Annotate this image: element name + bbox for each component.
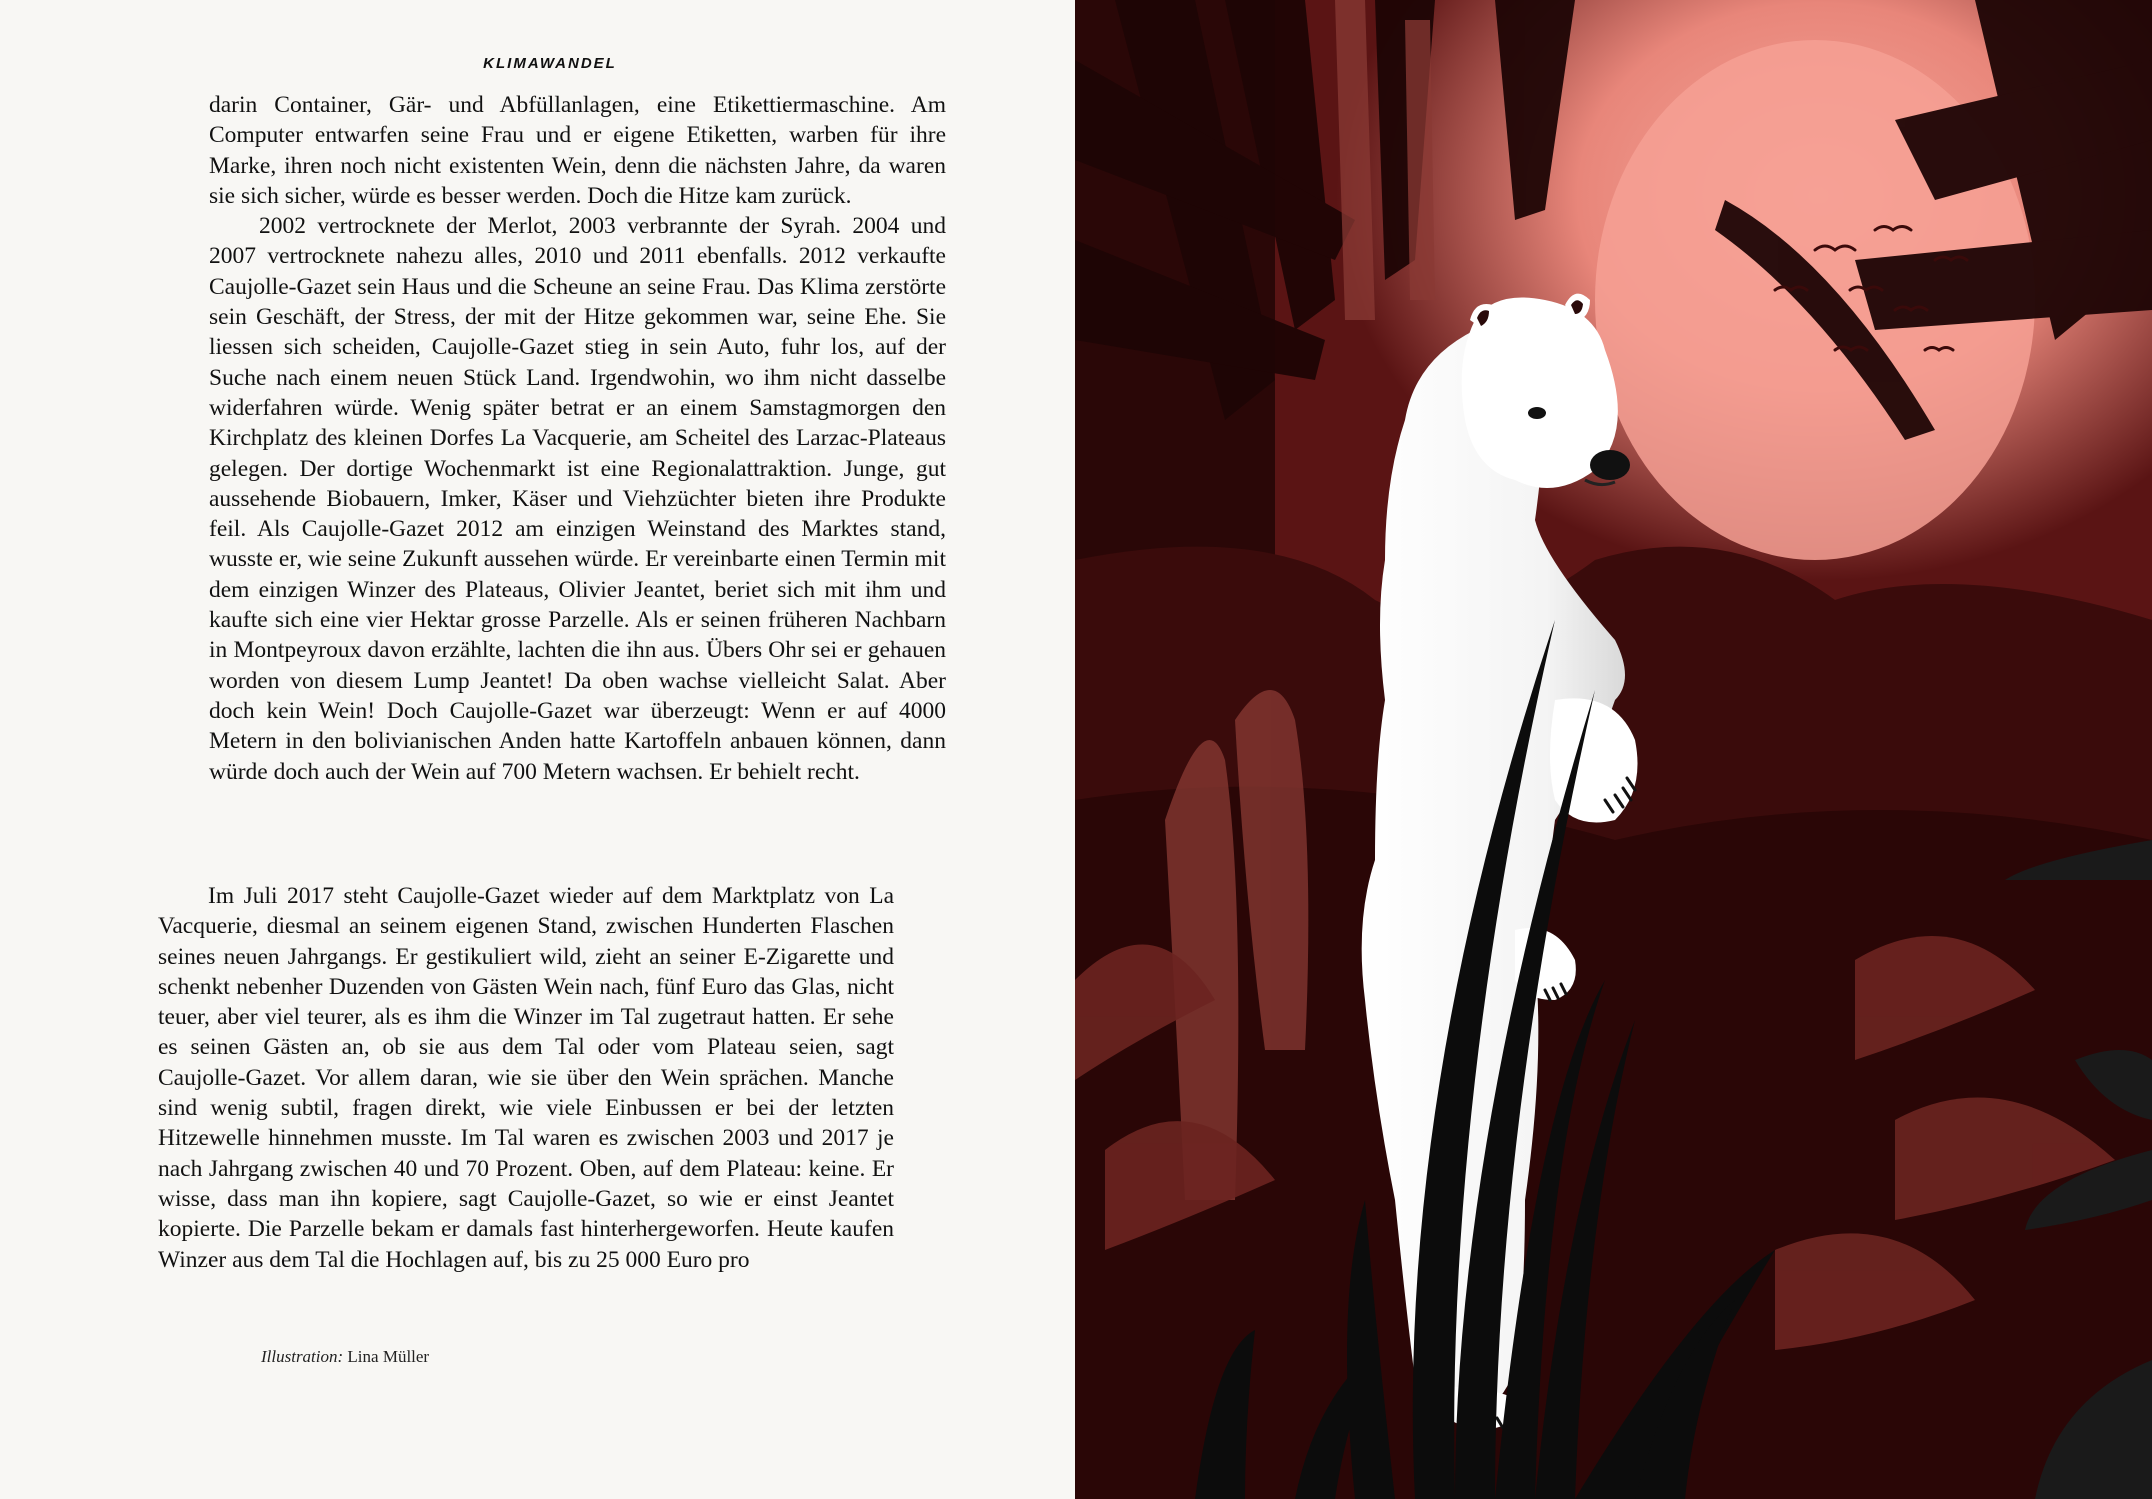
running-head: KLIMAWANDEL xyxy=(483,55,617,72)
text-column-upper xyxy=(209,90,946,787)
illustration-credit xyxy=(261,1347,429,1367)
paragraph-2: 2002 vertrocknete der Merlot, 2003 verbrannte der Syrah. 2004 und 2007 vertrocknete nahezu alles, 2010 und 2011 ebenfalls. 2012 verkaufte Caujolle-Gazet sein Haus und die Scheune an seine Frau. Das Klima zerstörte sein Geschäft, der Stress, der mit der Hitze gekommen war, seine Ehe. Sie liessen sich scheiden, Caujolle-Gazet stieg in sein Auto, fuhr los, auf der Suche nach einem neuen Stück Land. Irgendwohin, wo ihm nicht dasselbe widerfahren würde. Wenig später betrat er an einem Samstagmorgen den Kirchplatz des kleinen Dorfes La Vacquerie, am Scheitel des Larzac-Plateaus gelegen. Der dortige Wochenmarkt ist eine Regionalattraktion. Junge, gut aussehende Biobauern, Imker, Käser und Viehzüchter bieten ihre Produkte feil. Als Caujolle-Gazet 2012 am einzigen Weinstand des Marktes stand, wusste er, wie seine Zukunft aussehen würde. Er vereinbarte einen Termin mit dem einzigen Winzer des Plateaus, Olivier Jeantet, beriet sich mit ihm und kaufte sich eine vier Hektar grosse Parzelle. Als er seinen früheren Nachbarn in Montpeyroux davon erzählte, lachten die ihn aus. Übers Ohr sei er gehauen worden von diesem Lump Jeantet! Da oben wachse vielleicht Salat. Aber doch kein Wein! Doch Caujolle-Gazet war überzeugt: Wenn er auf 4000 Metern in den bolivianischen Anden hatte Kartoffeln anbauen können, dann würde doch auch der Wein auf 700 Metern wachsen. Er behielt recht. xyxy=(209,213,946,785)
paragraph-3: Im Juli 2017 steht Caujolle-Gazet wieder auf dem Marktplatz von La Vacquerie, diesmal an seinem eigenen Stand, zwischen Hunderten Flaschen seines neuen Jahrgangs. Er gestikuliert wild, zieht an seiner E-Zigarette und schenkt nebenher Duzenden von Gästen Wein nach, fünf Euro das Glas, nicht teuer, aber viel teurer, als es ihm die Winzer im Tal zugetraut hatten. Er sehe es seinen Gästen an, ob sie aus dem Tal oder vom Plateau seien, sagt Caujolle-Gazet. Vor allem daran, wie sie über den Wein sprächen. Manche sind wenig subtil, fragen direkt, wie viele Einbussen er bei der letzten Hitzewelle hinnehmen musste. Im Tal waren es zwischen 2003 und 2017 je nach Jahrgang zwischen 40 und 70 Prozent. Oben, auf dem Plateau: keine. Er wisse, dass man ihn kopiere, sagt Caujolle-Gazet, so wie er einst Jeantet kopierte. Die Parzelle bekam er damals fast hinterhergeworfen. Heute kaufen Winzer aus dem Tal die Hochlagen auf, bis zu 25 000 Euro pro xyxy=(158,883,894,1273)
text-column-lower xyxy=(158,881,894,1275)
illustration-artwork xyxy=(1075,0,2152,1499)
text-page xyxy=(0,0,1075,1499)
credit-name: Lina Müller xyxy=(347,1347,430,1366)
credit-label: Illustration: xyxy=(261,1347,344,1366)
illustration-polar-bear-jungle xyxy=(1075,0,2152,1499)
paragraph-1: darin Container, Gär- und Abfüllanlagen, eine Etikettiermaschine. Am Computer entwarfen seine Frau und er eigene Etiketten, warben für ihre Marke, ihren noch nicht existenten Wein, denn die nächsten Jahre, da waren sie sich sicher, würde es besser werden. Doch die Hitze kam zurück. xyxy=(209,92,946,209)
